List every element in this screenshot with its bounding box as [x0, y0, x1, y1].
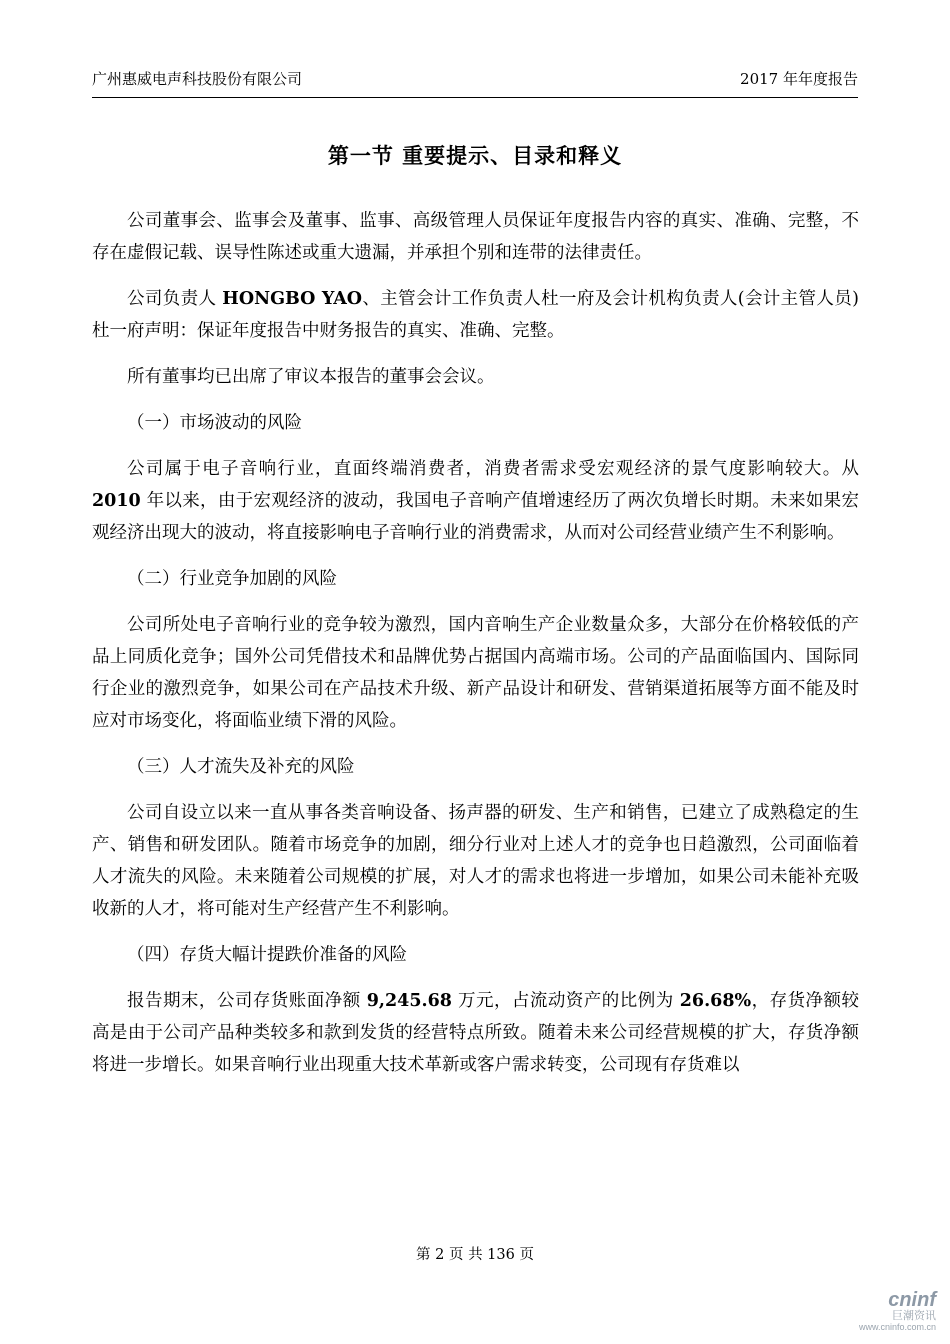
- document-body: [92, 205, 859, 1095]
- risk-heading-competition: （二）行业竞争加剧的风险: [127, 569, 337, 589]
- header-divider: [92, 97, 858, 98]
- risk-heading-market: （一）市场波动的风险: [127, 413, 302, 433]
- inventory-percentage: 26.68%: [679, 991, 752, 1011]
- section-title: 第一节 重要提示、目录和释义: [327, 143, 623, 168]
- market-risk-text-start: 公司属于电子音响行业，直面终端消费者，消费者需求受宏观经济的景气度影响较大。从: [127, 459, 859, 479]
- paragraph-competition-risk: 公司所处电子音响行业的竞争较为激烈，国内音响生产企业数量众多，大部分在价格较低的产品上同质化竞争；国外公司凭借技术和品牌优势占据国内高端市场。公司的产品面临国内、国际同行企业的激烈竞争，如果公司在产品技术升级、新产品设计和研发、营销渠道拓展等方面不能及时应对市场变化，将面临业绩下滑的风险。: [92, 615, 859, 731]
- cninfo-url: www.cninfo.com.cn: [858, 1322, 936, 1332]
- inventory-text-mid: 万元，占流动资产的比例为: [451, 991, 680, 1011]
- market-risk-year: 2010: [92, 491, 141, 511]
- header-company-name: 广州惠威电声科技股份有限公司: [92, 70, 303, 88]
- declaration-text-end: 、主管会计工作负责人杜一府及会计机构负责人(会计主管人员)杜一府声明：保证年度报告中财务报告的真实、准确、完整。: [92, 289, 859, 341]
- inventory-text-end: ，存货净额较高是由于公司产品种类较多和款到发货的经营特点所致。随着未来公司经营规模的扩大，存货净额将进一步增长。如果音响行业出现重大技术革新或客户需求转变，公司现有存货难以: [92, 991, 860, 1075]
- cninfo-watermark: [826, 1290, 936, 1340]
- inventory-amount: 9,245.68: [366, 991, 452, 1011]
- cninfo-chinese-name: 巨潮资讯: [892, 1310, 936, 1322]
- page-number: 第 2 页 共 136 页: [416, 1247, 534, 1263]
- risk-heading-inventory: （四）存货大幅计提跌价准备的风险: [127, 945, 407, 965]
- paragraph-attendance: 所有董事均已出席了审议本报告的董事会会议。: [127, 367, 495, 387]
- paragraph-declaration: [92, 283, 859, 347]
- page-header: [92, 68, 858, 92]
- inventory-text-start: 报告期末，公司存货账面净额: [127, 991, 367, 1011]
- paragraph-market-risk: [92, 453, 859, 549]
- cninfo-logo: cninf: [888, 1289, 936, 1311]
- risk-heading-talent: （三）人才流失及补充的风险: [127, 757, 355, 777]
- declaration-person-name: HONGBO YAO: [222, 289, 363, 309]
- market-risk-text-end: 年以来，由于宏观经济的波动，我国电子音响产值增速经历了两次负增长时期。未来如果宏观经济出现大的波动，将直接影响电子音响行业的消费需求，从而对公司经营业绩产生不利影响。: [92, 491, 859, 543]
- paragraph-talent-risk: 公司自设立以来一直从事各类音响设备、扬声器的研发、生产和销售，已建立了成熟稳定的生产、销售和研发团队。随着市场竞争的加剧，细分行业对上述人才的竞争也日趋激烈，公司面临着人才流失的风险。未来随着公司规模的扩展，对人才的需求也将进一步增加，如果公司未能补充吸收新的人才，将可能对生产经营产生不利影响。: [92, 803, 859, 919]
- paragraph-inventory-risk: [92, 985, 859, 1081]
- header-report-title: 2017 年年度报告: [740, 70, 858, 88]
- paragraph-responsibility: 公司董事会、监事会及董事、监事、高级管理人员保证年度报告内容的真实、准确、完整，不存在虚假记载、误导性陈述或重大遗漏，并承担个别和连带的法律责任。: [92, 211, 859, 263]
- declaration-text-start: 公司负责人: [127, 289, 223, 309]
